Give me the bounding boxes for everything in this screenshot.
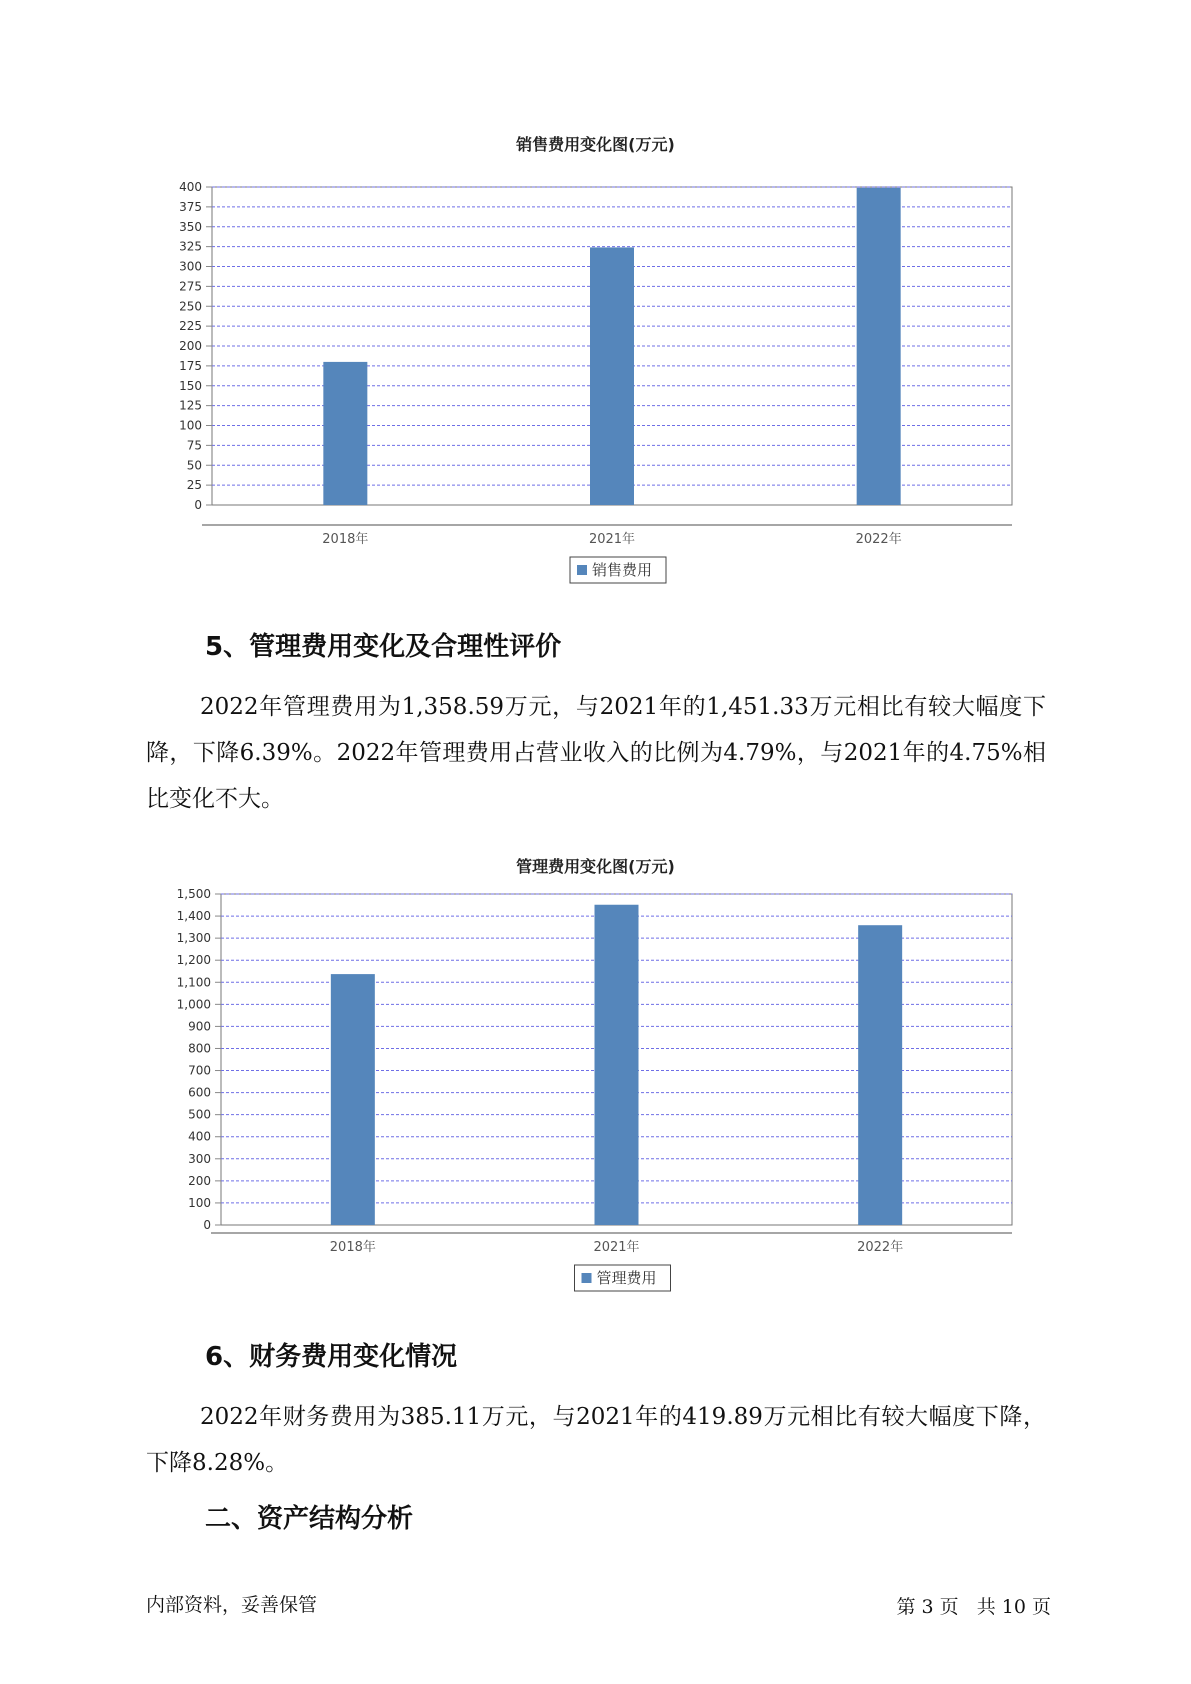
bar-2022年 <box>857 188 901 505</box>
x-tick-label: 2021年 <box>593 1240 640 1255</box>
y-tick-label: 1,500 <box>176 887 211 901</box>
y-tick-label: 325 <box>179 239 202 254</box>
sales-expense-chart <box>0 170 1191 610</box>
bar-2021年 <box>590 247 634 505</box>
y-tick-label: 175 <box>179 358 202 373</box>
bar-2022年 <box>858 925 902 1225</box>
sales-chart-title: 销售费用变化图(万元) <box>516 135 675 154</box>
y-tick-label: 250 <box>179 299 202 314</box>
y-tick-label: 500 <box>188 1107 211 1122</box>
y-tick-label: 75 <box>186 438 202 453</box>
x-tick-label: 2022年 <box>855 532 902 547</box>
y-tick-label: 0 <box>194 498 202 512</box>
y-tick-label: 225 <box>179 319 202 334</box>
y-tick-label: 700 <box>188 1063 211 1078</box>
footer-page-number: 第 3 页 共 10 页 <box>896 1596 1051 1618</box>
section-ii-heading: 二、资产结构分析 <box>205 1504 414 1534</box>
y-tick-label: 900 <box>188 1019 211 1034</box>
y-tick-label: 1,300 <box>176 931 211 946</box>
bar-2018年 <box>331 974 375 1225</box>
admin-expense-chart <box>0 883 1191 1323</box>
y-tick-label: 0 <box>203 1218 211 1232</box>
y-tick-label: 1,100 <box>176 975 211 990</box>
y-tick-label: 150 <box>179 378 202 393</box>
admin-chart-title: 管理费用变化图(万元) <box>516 857 675 876</box>
y-tick-label: 125 <box>179 398 202 413</box>
y-tick-label: 100 <box>179 418 202 433</box>
y-tick-label: 400 <box>179 180 202 194</box>
legend-label: 管理费用 <box>596 1269 657 1287</box>
y-tick-label: 200 <box>188 1173 211 1188</box>
y-tick-label: 200 <box>179 339 202 353</box>
y-tick-label: 375 <box>179 199 202 214</box>
y-tick-label: 25 <box>186 478 202 493</box>
x-tick-label: 2022年 <box>857 1240 904 1255</box>
y-tick-label: 50 <box>186 458 202 473</box>
y-tick-label: 300 <box>179 259 202 274</box>
section-5-heading: 5、管理费用变化及合理性评价 <box>205 632 562 662</box>
x-tick-label: 2018年 <box>322 532 369 547</box>
legend-label: 销售费用 <box>592 561 653 579</box>
bar-2018年 <box>323 362 367 505</box>
y-tick-label: 100 <box>188 1195 211 1210</box>
y-tick-label: 1,400 <box>176 909 211 924</box>
y-tick-label: 800 <box>188 1041 211 1056</box>
y-tick-label: 275 <box>179 279 202 294</box>
y-tick-label: 1,200 <box>176 953 211 968</box>
x-tick-label: 2021年 <box>588 532 636 547</box>
y-tick-label: 400 <box>188 1129 211 1144</box>
section-6-heading: 6、财务费用变化情况 <box>205 1342 458 1372</box>
section-5-paragraph: 2022年管理费用为1,358.59万元，与2021年的1,451.33万元相比有较大幅度下降，下降6.39%。2022年管理费用占营业收入的比例为4.79%，与2021年的4.75%相比变化不大。 <box>146 694 1046 812</box>
y-tick-label: 350 <box>179 219 202 234</box>
section-6-paragraph: 2022年财务费用为385.11万元，与2021年的419.89万元相比有较大幅度下降，下降8.28%。 <box>146 1404 1046 1476</box>
y-tick-label: 600 <box>188 1085 211 1100</box>
x-tick-label: 2018年 <box>329 1240 376 1255</box>
footer-confidential-note: 内部资料，妥善保管 <box>146 1594 318 1616</box>
bar-2021年 <box>595 905 639 1225</box>
legend-swatch <box>577 565 587 575</box>
y-tick-label: 1,000 <box>176 997 211 1012</box>
y-tick-label: 300 <box>188 1151 211 1166</box>
legend-swatch <box>582 1273 592 1283</box>
